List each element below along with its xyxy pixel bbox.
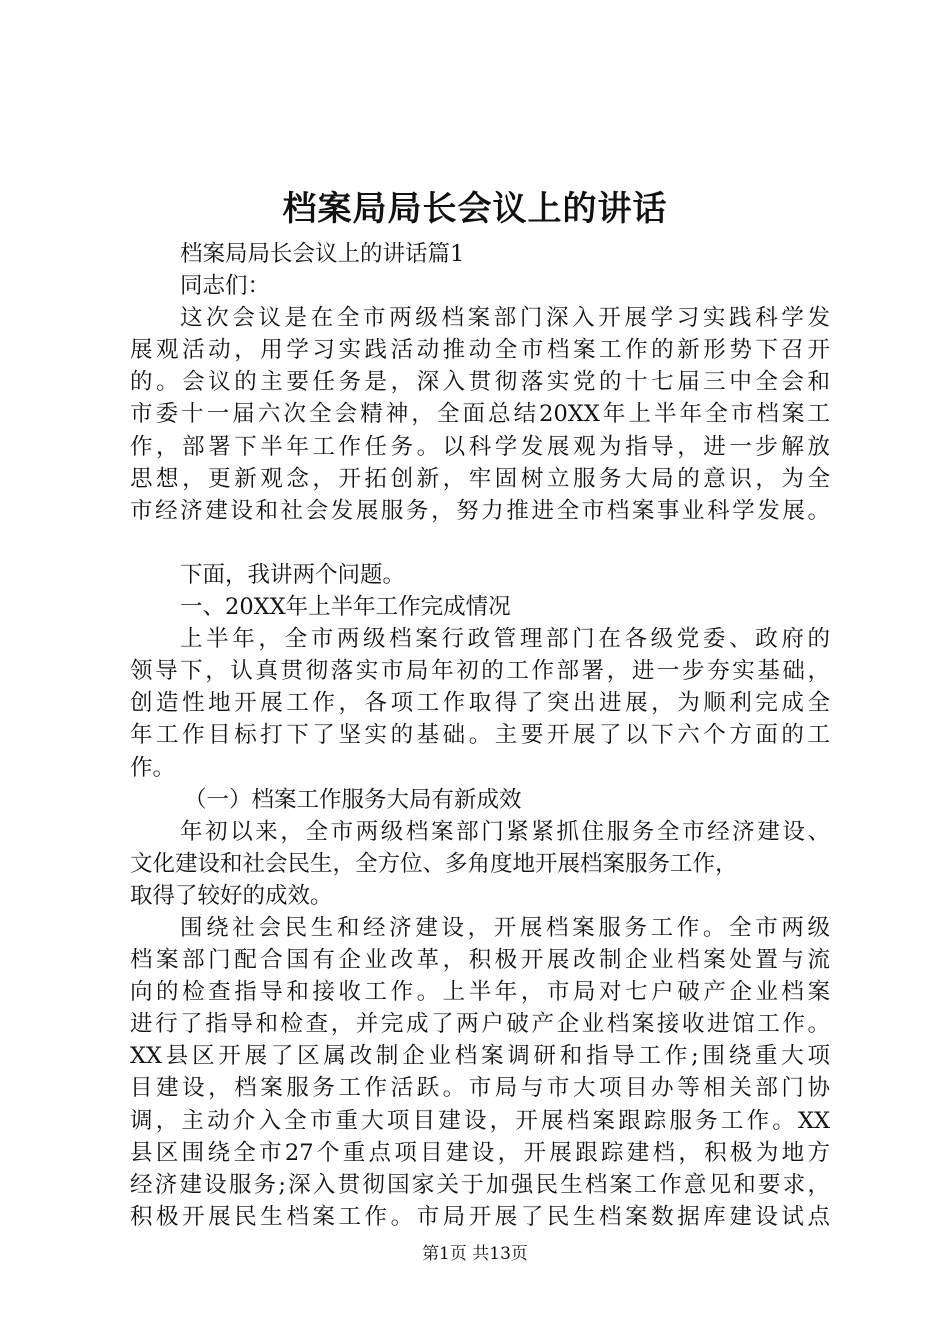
paragraph-line: 展观活动，用学习实践活动推动全市档案工作的新形势下召开 (130, 337, 830, 364)
paragraph-line: 档案部门配合国有企业改革，积极开展改制企业档案处置与流 (130, 947, 830, 974)
paragraph-line: 文化建设和社会民生，全方位、多角度地开展档案服务工作， (130, 850, 738, 877)
paragraph-line: 围绕社会民生和经济建设，开展档案服务工作。全市两级 (180, 914, 830, 941)
paragraph-line: 调，主动介入全市重大项目建设，开展档案跟踪服务工作。XX (130, 1107, 830, 1134)
paragraph-line: 作。 (130, 754, 176, 781)
paragraph-line: 上半年，全市两级档案行政管理部门在各级党委、政府的 (180, 626, 830, 653)
paragraph-line: 领导下，认真贯彻落实市局年初的工作部署，进一步夯实基础， (130, 658, 830, 685)
paragraph-line: 这次会议是在全市两级档案部门深入开展学习实践科学发 (180, 305, 830, 332)
paragraph-line: 市委十一届六次全会精神，全面总结20XX年上半年全市档案工 (130, 401, 830, 428)
paragraph-line: 作，部署下半年工作任务。以科学发展观为指导，进一步解放 (130, 433, 830, 460)
paragraph-line: 向的检查指导和接收工作。上半年，市局对七户破产企业档案 (130, 979, 830, 1006)
paragraph-line: 市经济建设和社会发展服务，努力推进全市档案事业科学发展。 (130, 497, 830, 524)
paragraph-line: 目建设，档案服务工作活跃。市局与市大项目办等相关部门协 (130, 1075, 830, 1102)
paragraph-line: XX县区开展了区属改制企业档案调研和指导工作;围绕重大项 (130, 1043, 830, 1070)
paragraph-line: 年工作目标打下了坚实的基础。主要开展了以下六个方面的工 (130, 722, 830, 749)
paragraph-line: 的。会议的主要任务是，深入贯彻落实党的十七届三中全会和 (130, 369, 830, 396)
paragraph-line: 年初以来，全市两级档案部门紧紧抓住服务全市经济建设、 (180, 818, 830, 845)
paragraph-line: 取得了较好的成效。 (130, 882, 333, 909)
salutation: 同志们： (180, 273, 271, 300)
subsection-heading: （一）档案工作服务大局有新成效 (184, 786, 522, 813)
paragraph-line: 积极开展民生档案工作。市局开展了民生档案数据库建设试点 (130, 1203, 830, 1230)
paragraph-line: 经济建设服务;深入贯彻国家关于加强民生档案工作意见和要求， (130, 1171, 830, 1198)
paragraph-line: 思想，更新观念，开拓创新，牢固树立服务大局的意识，为全 (130, 465, 830, 492)
paragraph-gap (130, 527, 830, 559)
paragraph-line: 县区围绕全市27个重点项目建设，开展跟踪建档，积极为地方 (130, 1139, 830, 1166)
paragraph-line: 下面，我讲两个问题。 (180, 561, 406, 588)
section-heading: 一、20XX年上半年工作完成情况 (180, 594, 511, 621)
page-number: 第1页 共13页 (422, 1244, 528, 1264)
paragraph-line: 进行了指导和检查，并完成了两户破产企业档案接收进馆工作。 (130, 1011, 830, 1038)
paragraph-line: 创造性地开展工作，各项工作取得了突出进展，为顺利完成全 (130, 690, 830, 717)
document-body (130, 238, 830, 1233)
document-title: 档案局局长会议上的讲话 (282, 189, 668, 229)
section-heading: 档案局局长会议上的讲话篇1 (180, 241, 465, 267)
